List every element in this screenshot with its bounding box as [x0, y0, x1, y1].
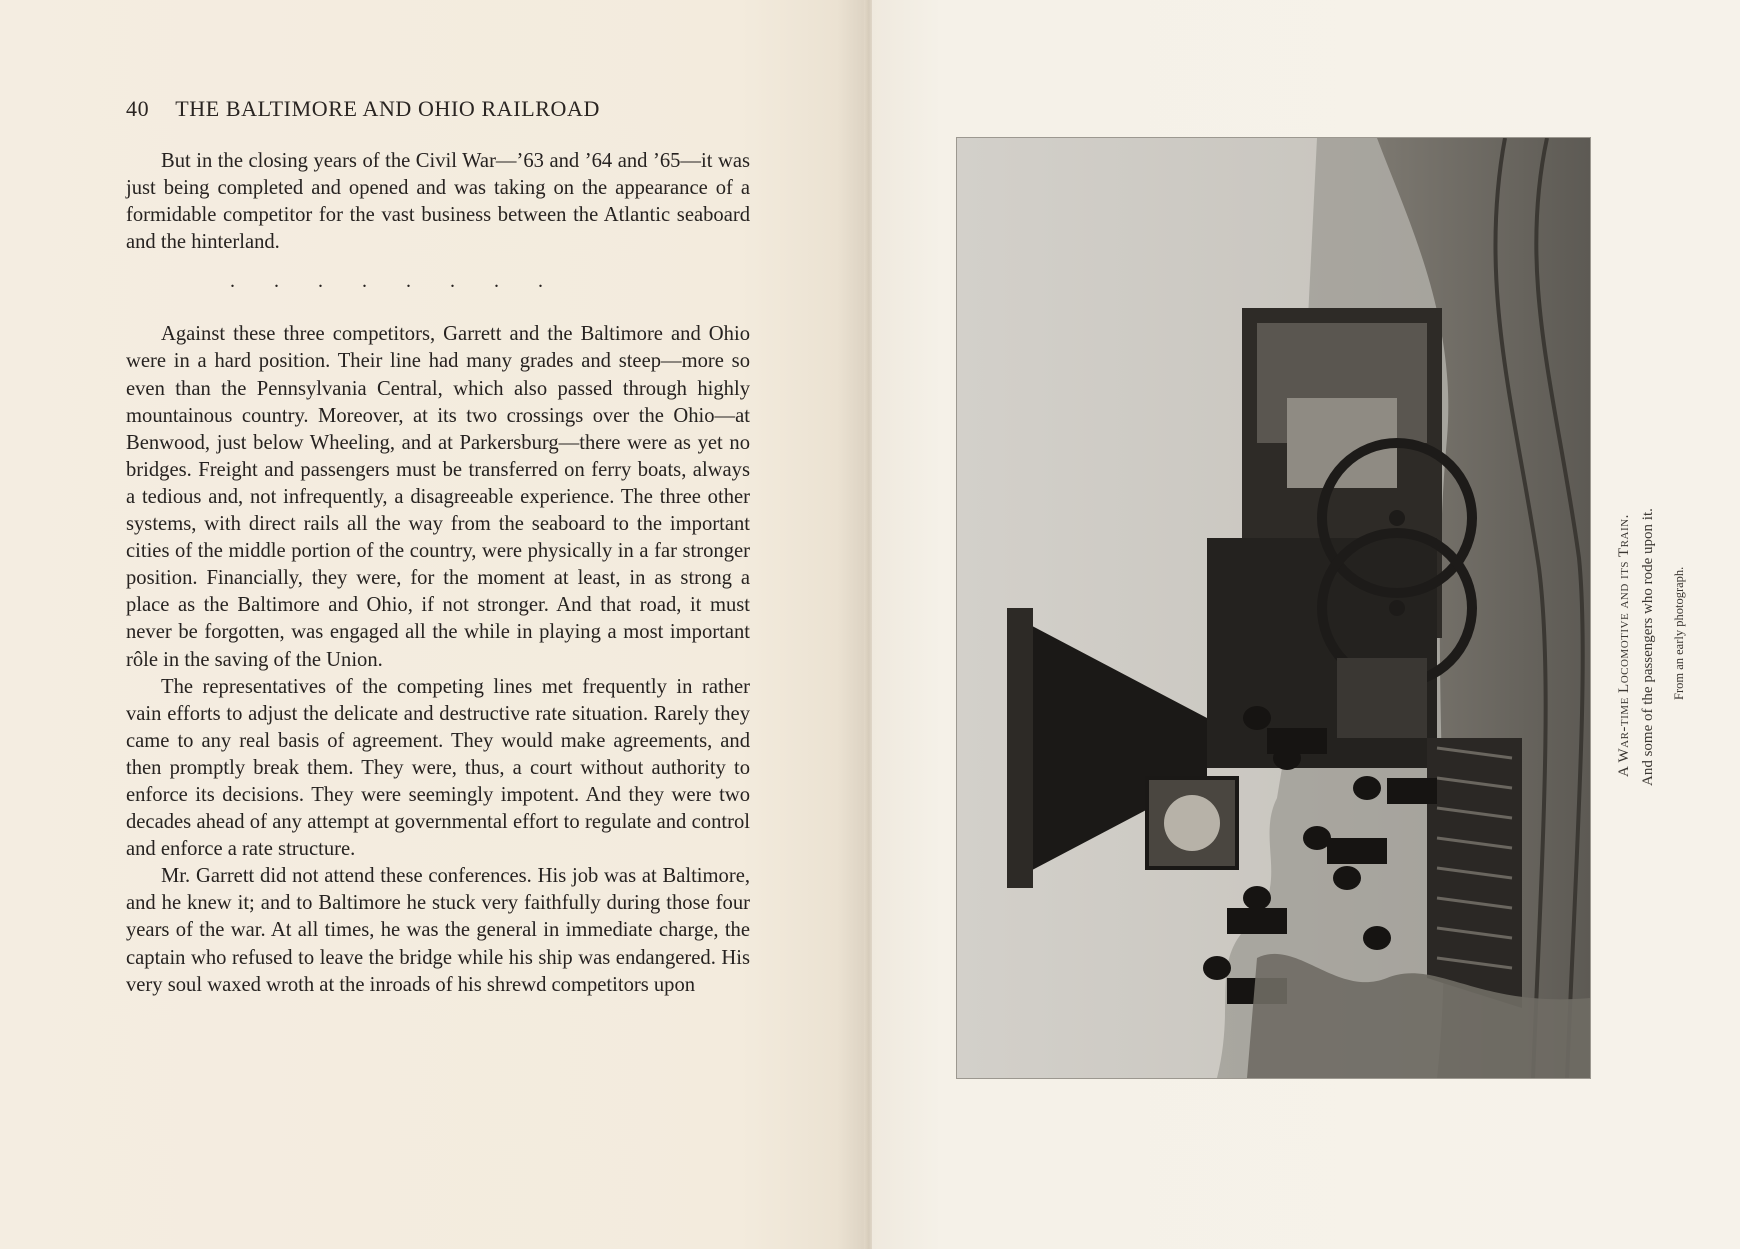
running-title: THE BALTIMORE AND OHIO RAILROAD	[175, 96, 600, 121]
section-break-ellipsis: . . . . . . . .	[230, 270, 543, 293]
paragraph: But in the closing years of the Civil War—’63 and ’64 and ’65—it was just being completed and opened and was taking on the appearance of a formidable competitor for the vast business between the Atlantic seaboard and the hinterland.	[126, 150, 750, 254]
wheel-hub	[1389, 600, 1405, 616]
paragraph: Against these three competitors, Garrett and the Baltimore and Ohio were in a hard position. Their line had many grades and steep—more so even than the Pennsylvania Central, which also passed through highly mountainous country. Moreover, at its two crossings over the Ohio—at Benwood, just below Wheeling, and at Parkersburg—there were as yet no bridges. Freight and passengers must be transferred on ferry boats, always a tedious and, not infrequently, a disagreeable experience. The three other systems, with direct rails all the way from the seaboard to the important cities of the middle portion of the country, were physically in a far stronger position. Financially, they were, for the moment at least, in as strong a place as the Baltimore and Ohio, if not stronger. And that road, it must never be forgotten, was engaged all the while in playing a most important rôle in the saving of the Union.	[126, 323, 750, 671]
locomotive-illustration	[957, 138, 1590, 1078]
wheel-hub	[1389, 510, 1405, 526]
caption-title: A War-time Locomotive and its Train.	[1616, 514, 1632, 777]
smokestack-rim	[1007, 608, 1033, 888]
headlamp-lens	[1164, 795, 1220, 851]
running-head	[126, 96, 600, 122]
body-text	[126, 148, 750, 999]
page-number: 40	[126, 96, 150, 121]
paragraph: The representatives of the competing lines met frequently in rather vain efforts to adjust the delicate and destructive rate situation. Rarely they came to any real basis of agreement. They would make agreements, and then promptly break them. They were, thus, a court without authority to enforce its decisions. They were seemingly impotent. And they were two decades ahead of any attempt at governmental effort to regulate and control and enforce a rate structure.	[126, 675, 750, 861]
caption-subtitle: And some of the passengers who rode upon it.	[1640, 508, 1656, 786]
plate-caption	[1602, 440, 1712, 800]
locomotive-photograph	[957, 138, 1590, 1078]
paragraph: Mr. Garrett did not attend these conferences. His job was at Baltimore, and he knew it; and to Baltimore he stuck very faithfully during those four years of the war. At all times, he was the general in immediate charge, the captain who refused to leave the bridge while his ship was endangered. His very soul waxed wroth at the inroads of his shrewd competitors upon	[126, 865, 750, 996]
photo-credit: From an early photograph.	[1672, 566, 1686, 700]
cylinder	[1337, 658, 1427, 738]
